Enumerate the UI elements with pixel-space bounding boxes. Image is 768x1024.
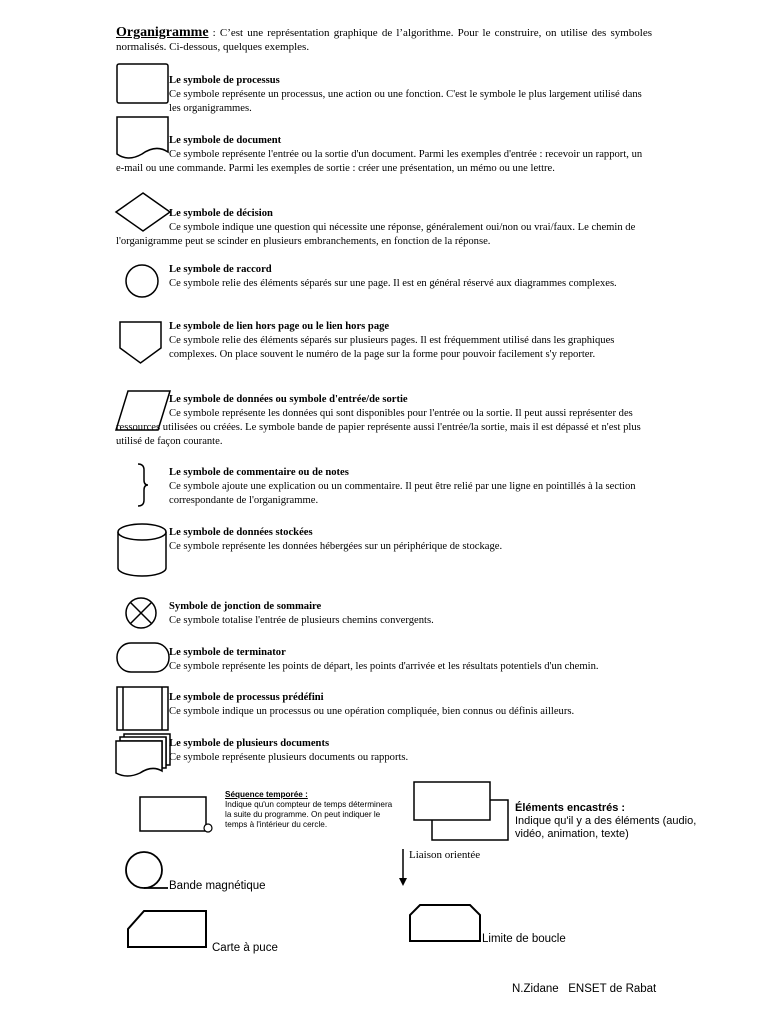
section-body: Ce symbole indique une question qui nécessite une réponse, généralement oui/non ou vrai/faux. Le chemin de l'organigramme peut se scinder en plusieurs embranchements, en fonction de la réponse. xyxy=(116,222,636,247)
section-terminator xyxy=(169,646,659,674)
section-body: Ce symbole relie des éléments séparés sur une page. Il est en général réservé aux diagrammes complexes. xyxy=(169,278,617,289)
comment-brace-icon xyxy=(118,462,158,508)
process-symbol-icon xyxy=(116,63,170,105)
section-body: Ce symbole relie des éléments séparés sur plusieurs pages. Il est fréquemment utilisé dans les graphiques complexes. On place souvent le numéro de la page sur la forme pour pouvoir facilement s'y reporter. xyxy=(169,335,615,360)
predefined-process-icon xyxy=(116,686,170,732)
connector-circle-icon xyxy=(124,263,162,301)
section-body: Ce symbole indique un processus ou une opération compliquée, bien connus ou définis ailleurs. xyxy=(169,706,575,717)
embedded-elements-title: Éléments encastrés : xyxy=(515,802,626,814)
section-title: Le symbole de processus xyxy=(169,75,280,86)
multiple-documents-icon xyxy=(114,733,172,779)
footer-author: N.Zidane ENSET de Rabat xyxy=(512,983,657,995)
section-processus xyxy=(169,74,649,116)
loop-limit-icon xyxy=(408,903,482,945)
section-decision xyxy=(116,207,652,249)
section-title: Le symbole de lien hors page ou le lien hors page xyxy=(169,321,390,332)
section-title: Symbole de jonction de sommaire xyxy=(169,601,322,612)
smart-card-icon xyxy=(126,909,210,951)
section-body: Ce symbole représente les données qui sont disponibles pour l'entrée ou la sortie. Il peut aussi représenter des ressources utilisées ou créées. Le symbole bande de papier représente aussi l'entrée/la sortie, mais il est dépassé et n'est plus utilisé de façon courante. xyxy=(116,408,641,447)
embedded-elements-body: Indique qu'il y a des éléments (audio, vidéo, animation, texte) xyxy=(515,815,697,840)
section-title: Le symbole de plusieurs documents xyxy=(169,738,330,749)
embedded-elements-icon xyxy=(412,780,512,844)
timed-sequence-note xyxy=(225,790,400,830)
section-processus-predefini xyxy=(169,691,659,719)
intro-text: : C’est une représentation graphique de l’algorithme. Pour le construire, on utilise des symboles normalisés. Ci-dessous, quelques exemples. xyxy=(116,27,652,53)
section-raccord xyxy=(169,263,649,291)
off-page-link-icon xyxy=(118,320,164,366)
section-title: Le symbole de commentaire ou de notes xyxy=(169,467,349,478)
terminator-icon xyxy=(116,641,172,675)
loop-limit-label: Limite de boucle xyxy=(482,933,566,945)
embedded-elements-note xyxy=(515,802,715,841)
section-document xyxy=(116,134,652,176)
section-title: Le symbole de raccord xyxy=(169,264,272,275)
section-donnees-stockees xyxy=(169,526,649,554)
smart-card-label: Carte à puce xyxy=(212,942,278,954)
directed-link-arrow-icon xyxy=(397,848,409,888)
section-title: Le symbole de terminator xyxy=(169,647,286,658)
timed-sequence-title: Séquence temporée : xyxy=(225,790,308,799)
section-jonction xyxy=(169,600,649,628)
section-body: Ce symbole ajoute une explication ou un commentaire. Il peut être relié par une ligne en pointillés à la section correspondante de l'organigramme. xyxy=(169,481,636,506)
section-title: Le symbole de décision xyxy=(169,208,273,219)
magnetic-tape-icon xyxy=(124,850,170,892)
section-title: Le symbole de document xyxy=(169,135,282,146)
section-title: Le symbole de données stockées xyxy=(169,527,313,538)
intro-paragraph xyxy=(116,26,652,54)
section-body: Ce symbole représente un processus, une action ou une fonction. C'est le symbole le plus largement utilisé dans les organigrammes. xyxy=(169,89,642,114)
section-commentaire xyxy=(169,466,649,508)
section-title: Le symbole de données ou symbole d'entrée/de sortie xyxy=(169,394,408,405)
magnetic-tape-label: Bande magnétique xyxy=(169,880,266,892)
section-body: Ce symbole représente l'entrée ou la sortie d'un document. Parmi les exemples d'entrée : recevoir un rapport, un e-mail ou une commande. Parmi les exemples de sortie : créer une présentation, un mémo ou une lettre. xyxy=(116,149,643,174)
section-body: Ce symbole représente les données hébergées sur un périphérique de stockage. xyxy=(169,541,503,552)
directed-link-label: Liaison orientée xyxy=(409,849,481,861)
section-lien-hors-page xyxy=(169,320,649,362)
section-body: Ce symbole représente les points de départ, les points d'arrivée et les résultats potentiels d'un chemin. xyxy=(169,661,599,672)
timed-sequence-body: Indique qu'un compteur de temps déterminera la suite du programme. On peut indiquer le temps à l'intérieur du cercle. xyxy=(225,800,393,829)
section-body: Ce symbole totalise l'entrée de plusieurs chemins convergents. xyxy=(169,615,434,626)
section-plusieurs-documents xyxy=(169,737,659,765)
summing-junction-icon xyxy=(124,596,160,632)
page-title: Organigramme xyxy=(116,25,209,40)
stored-data-cylinder-icon xyxy=(116,522,170,578)
section-title: Le symbole de processus prédéfini xyxy=(169,692,324,703)
section-body: Ce symbole représente plusieurs documents ou rapports. xyxy=(169,752,409,763)
timed-sequence-icon xyxy=(138,795,216,837)
section-donnees xyxy=(116,393,652,449)
